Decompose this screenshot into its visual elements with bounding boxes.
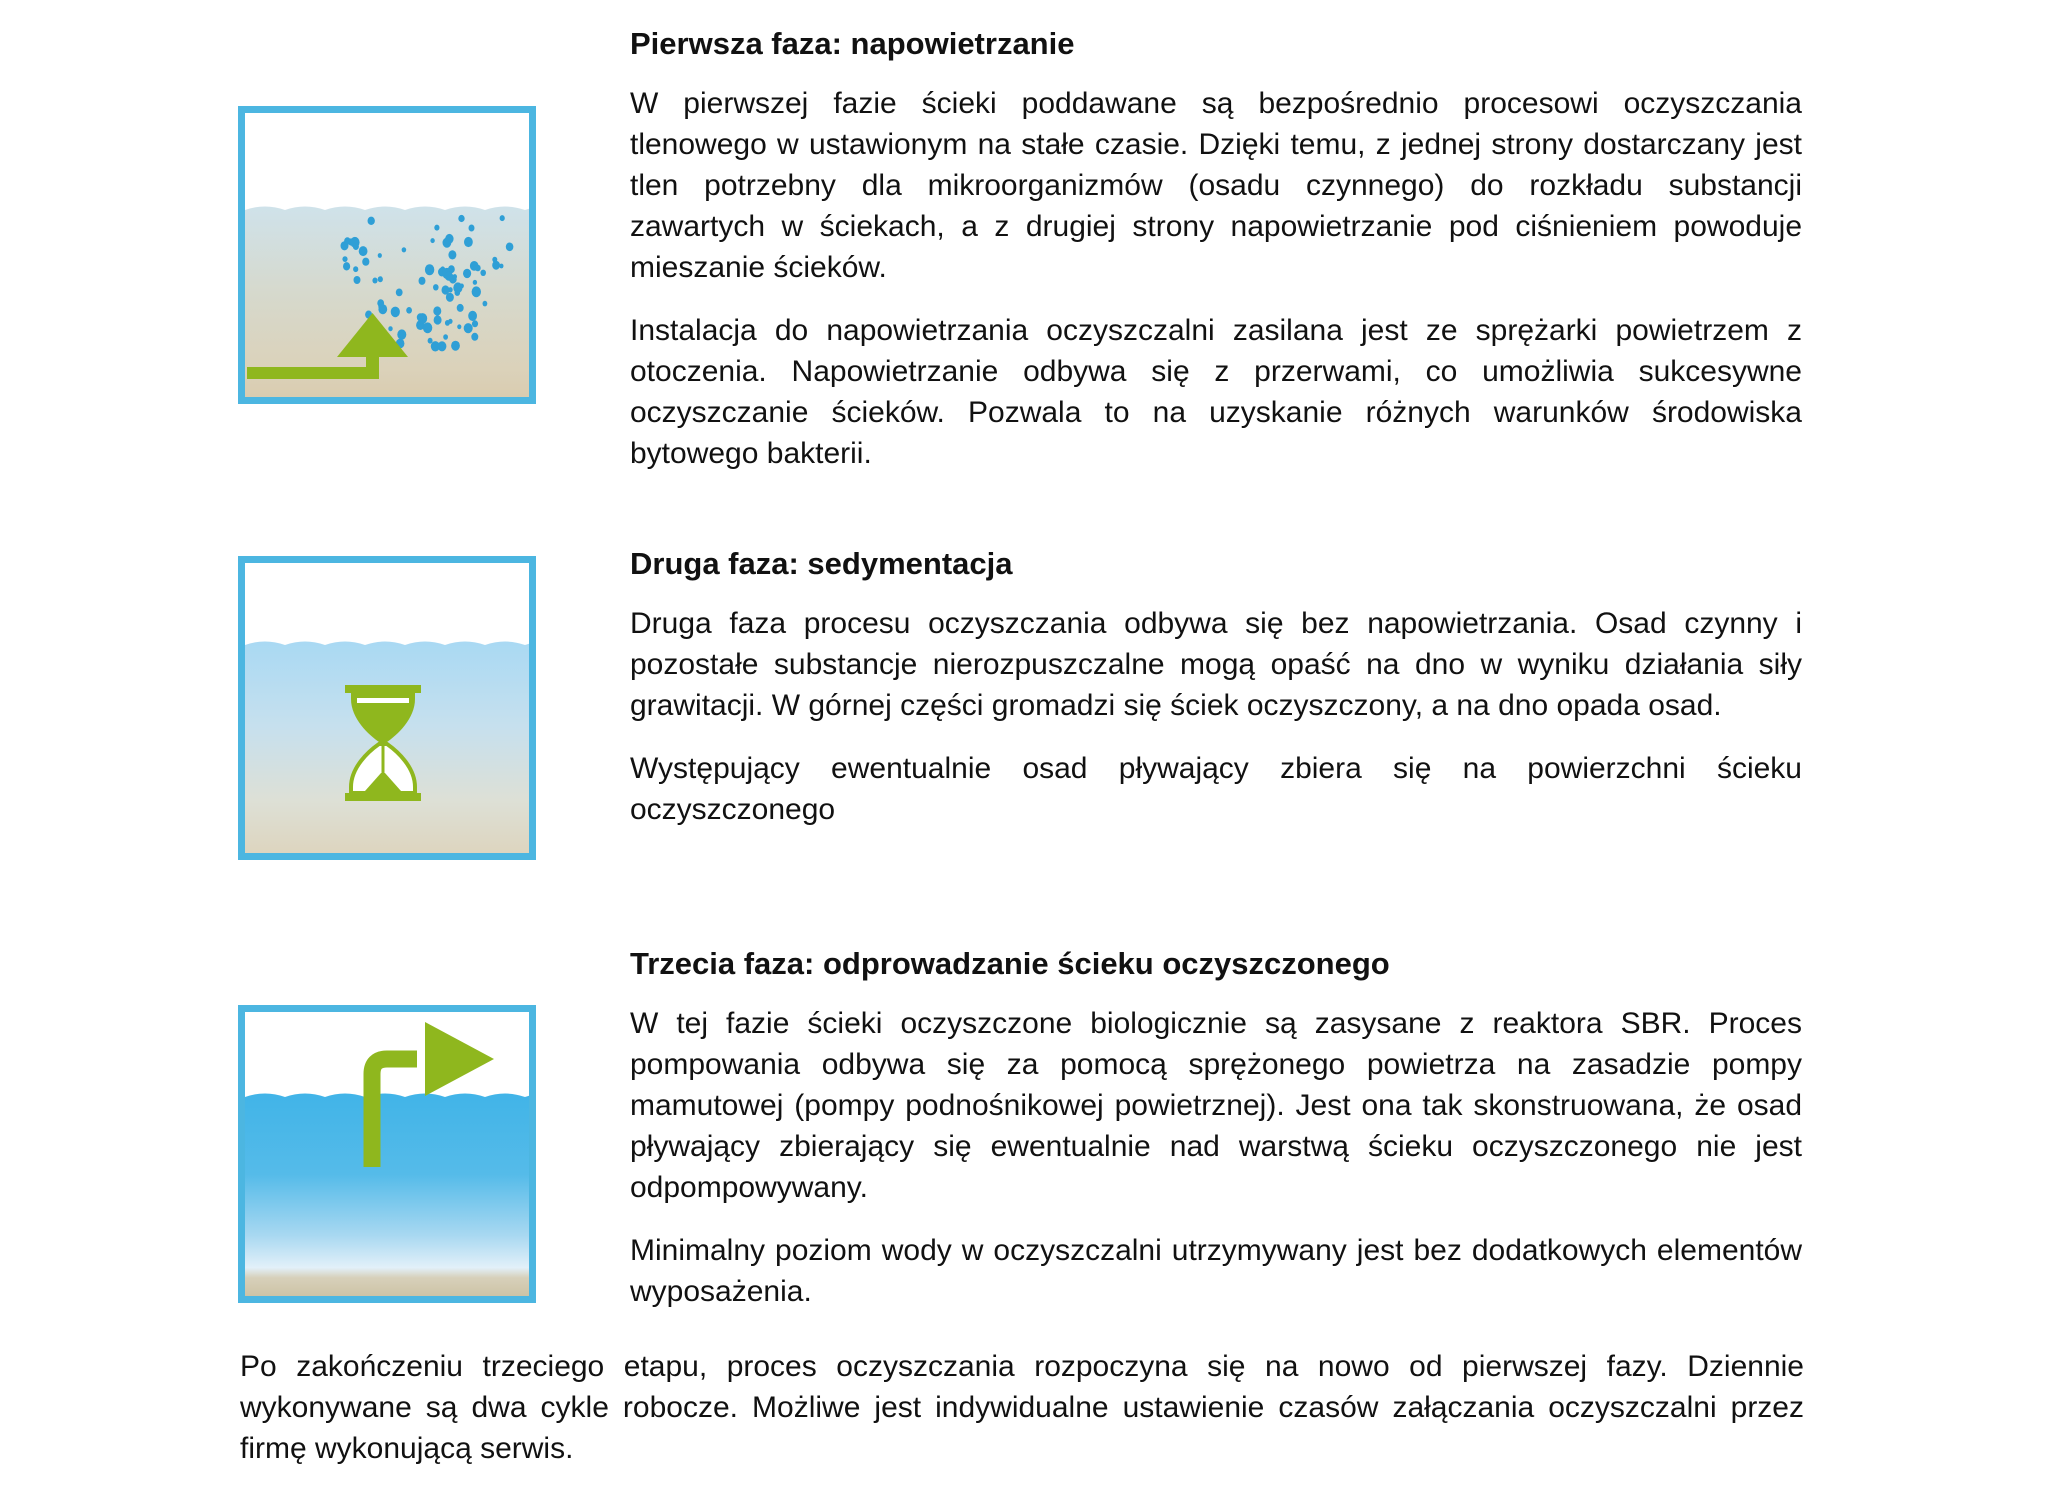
phase-1-heading: Pierwsza faza: napowietrzanie: [630, 26, 1075, 61]
sedimentation-tank-figure: [238, 556, 536, 860]
closing-section: [240, 1346, 1804, 1469]
phase-3-paragraph-1: W tej fazie ścieki oczyszczone biologicznie są zasysane z reaktora SBR. Proces pompowania odbywa się za pomocą sprężonego powietrza na zasadzie pompy mamutowej (pompy podnośnikowej powietrznej). Jest ona tak skonstruowana, że osad pływający zbierający się ewentualnie nad warstwą ścieku oczyszczonego nie jest odpompowywany.: [630, 1007, 1802, 1204]
sedimentation-tank-svg: [245, 563, 529, 853]
phase-1-paragraph-1: W pierwszej fazie ścieki poddawane są bezpośrednio procesowi oczyszczania tlenowego w ustawionym na stałe czasie. Dzięki temu, z jednej strony dostarczany jest tlen potrzebny dla mikroorganizmów (osadu czynnego) do rozkładu substancji zawartych w ściekach, a z drugiej strony napowietrzanie pod ciśnieniem powoduje mieszanie ścieków.: [630, 87, 1802, 284]
phase-2-paragraph-1: Druga faza procesu oczyszczania odbywa się bez napowietrzania. Osad czynny i pozostałe substancje nierozpuszczalne mogą opaść na dno w wyniku działania siły grawitacji. W górnej części gromadzi się ściek oczyszczony, a na dno opada osad.: [630, 607, 1802, 722]
closing-paragraph: Po zakończeniu trzeciego etapu, proces oczyszczania rozpoczyna się na nowo od pierwszej fazy. Dziennie wykonywane są dwa cykle robocze. Możliwe jest indywidualne ustawienie czasów załączania oczyszczalni przez firmę wykonującą serwis.: [240, 1350, 1804, 1465]
aeration-tank-figure: [238, 106, 536, 404]
section-phase-1: [630, 24, 1802, 474]
phase-1-paragraph-2: Instalacja do napowietrzania oczyszczalni zasilana jest ze sprężarki powietrzem z otoczenia. Napowietrzanie odbywa się z przerwami, co umożliwia sukcesywne oczyszczanie ścieków. Pozwala to na uzyskanie różnych warunków środowiska bytowego bakterii.: [630, 314, 1802, 470]
flow-direction-arrow-icon: [425, 1022, 494, 1096]
water-surface: [245, 1094, 529, 1297]
phase-3-paragraph-2: Minimalny poziom wody w oczyszczalni utrzymywany jest bez dodatkowych elementów wyposażenia.: [630, 1234, 1802, 1308]
discharge-tank-svg: [245, 1012, 529, 1296]
phase-2-heading: Druga faza: sedymentacja: [630, 546, 1013, 581]
pipe-horizontal-bar: [247, 367, 379, 379]
section-phase-3: [630, 944, 1802, 1312]
discharge-tank-figure: [238, 1005, 536, 1303]
phase-2-paragraph-2: Występujący ewentualnie osad pływający zbiera się na powierzchni ścieku oczyszczonego: [630, 752, 1802, 826]
aeration-tank-svg: [245, 113, 529, 397]
section-phase-2: [630, 544, 1802, 830]
phase-3-heading: Trzecia faza: odprowadzanie ścieku oczyszczonego: [630, 946, 1390, 981]
